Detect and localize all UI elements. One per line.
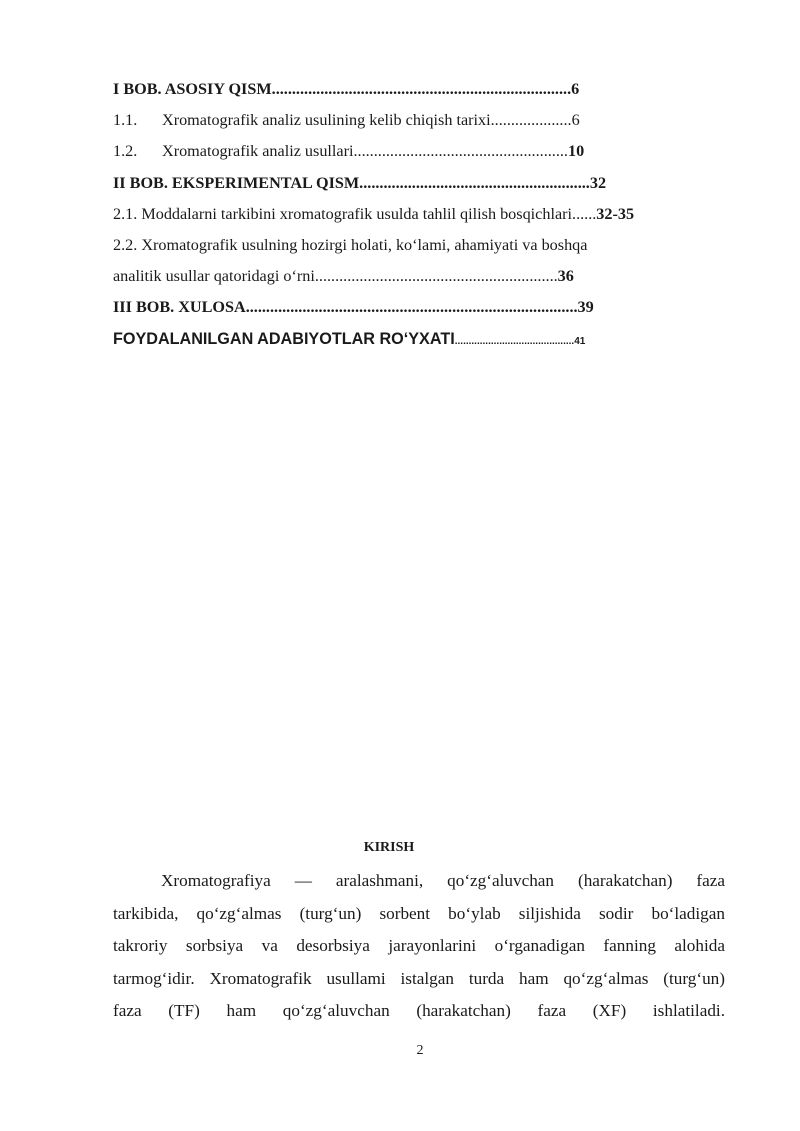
toc-leader-dots: ..................................................... xyxy=(353,142,568,161)
toc-leader-dots: .................... xyxy=(490,111,572,130)
toc-leader-dots: .......................................................................... xyxy=(271,80,572,98)
section-title: KIRISH xyxy=(363,840,415,855)
toc-references-title: FOYDALANILGAN ADABIYOTLAR RO‘YXATI xyxy=(113,329,455,348)
toc-leader-dots: ......................................................... xyxy=(359,173,590,192)
toc-item-text: 2.1. Moddalarni tarkibini xromatografik usulda tahlil qilish bosqichlari xyxy=(113,204,573,223)
toc-page-number: 36 xyxy=(557,267,574,286)
toc-item-text: analitik usullar qatoridagi o‘rni xyxy=(113,267,315,286)
toc-chapter-3 xyxy=(113,292,733,323)
page-number: 2 xyxy=(416,1043,424,1058)
paragraph-line: tarmog‘idir. Xromatografik usullami istalgan turda ham qo‘zg‘almas (turg‘un) xyxy=(113,968,725,988)
toc-leader-dots: .................................................................................. xyxy=(245,298,578,317)
table-of-contents xyxy=(113,74,733,355)
toc-item-number: 1.2. xyxy=(113,142,138,161)
toc-item-1-1 xyxy=(113,105,733,136)
toc-leader-dots: ...... xyxy=(572,204,597,223)
toc-item-text: 2.2. Xromatografik usulning hozirgi holati, ko‘lami, ahamiyati va boshqa xyxy=(113,235,588,254)
toc-page-number: 10 xyxy=(567,142,585,161)
toc-page-number: 41 xyxy=(574,335,586,347)
toc-chapter-2-title: II BOB. EKSPERIMENTAL QISM xyxy=(113,173,360,192)
paragraph-line: takroriy sorbsiya va desorbsiya jarayonlarini o‘rganadigan fanning alohida xyxy=(113,936,725,956)
paragraph-line: tarkibida, qo‘zg‘almas (turg‘un) sorbent bo‘ylab siljishida sodir bo‘ladigan xyxy=(113,903,725,923)
toc-item-2-2-line-1 xyxy=(113,230,733,261)
toc-chapter-2 xyxy=(113,168,733,199)
toc-page-number: 32 xyxy=(589,173,607,192)
toc-item-2-2-line-2 xyxy=(113,261,733,292)
toc-references xyxy=(113,324,733,355)
toc-item-text: Xromatografik analiz usullari xyxy=(162,142,354,161)
toc-item-text: Xromatografik analiz usulining kelib chiqish tarixi xyxy=(162,111,491,130)
toc-item-number: 1.1. xyxy=(113,111,138,130)
toc-item-1-2 xyxy=(113,136,733,167)
toc-chapter-1-title: I BOB. ASOSIY QISM xyxy=(113,80,272,98)
toc-leader-dots: ........................................... xyxy=(454,335,575,347)
toc-page-number: 32-35 xyxy=(596,204,635,223)
toc-chapter-1 xyxy=(113,74,733,105)
paragraph-line: faza (TF) ham qo‘zg‘aluvchan (harakatchan) faza (XF) ishlatiladi. xyxy=(113,1001,725,1021)
toc-chapter-3-title: III BOB. XULOSA xyxy=(113,298,246,317)
toc-page-number: 6 xyxy=(571,111,580,130)
toc-item-2-1 xyxy=(113,199,733,230)
paragraph-line: Xromatografiya — aralashmani, qo‘zg‘aluvchan (harakatchan) faza xyxy=(161,871,725,890)
intro-paragraph xyxy=(113,865,725,1028)
toc-page-number: 6 xyxy=(571,80,580,98)
toc-leader-dots: ............................................................ xyxy=(314,267,558,286)
toc-page-number: 39 xyxy=(577,298,594,317)
